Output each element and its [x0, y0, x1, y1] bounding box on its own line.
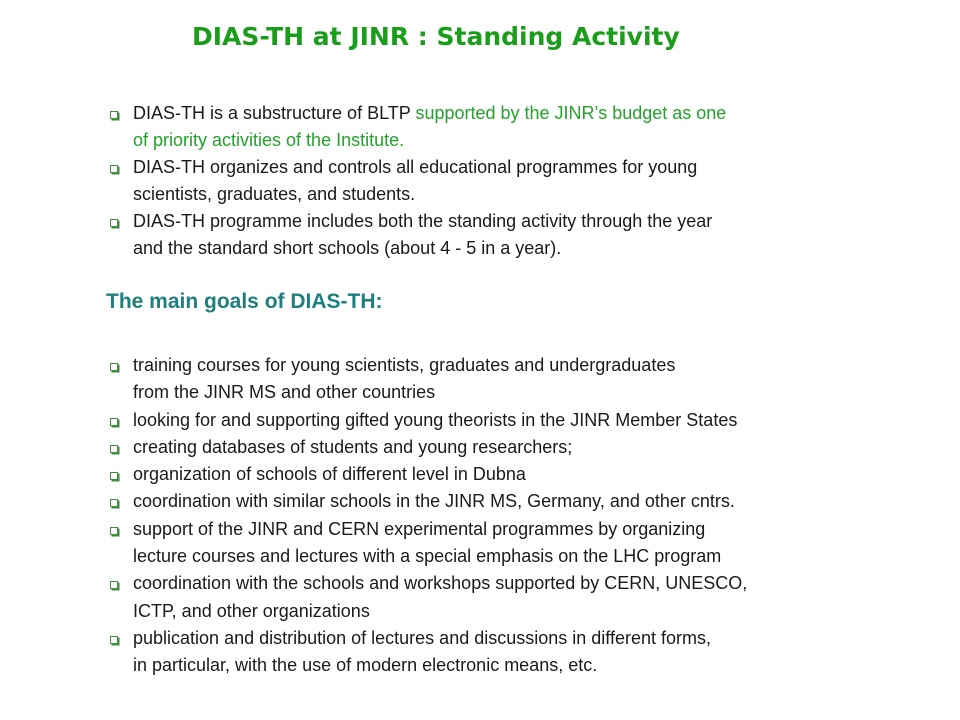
intro-item-text: DIAS-TH is a substructure of BLTP	[133, 103, 416, 123]
square-bullet-icon	[110, 219, 118, 227]
goal-item-text: training courses for young scientists, graduates and undergraduates	[133, 355, 676, 375]
square-bullet-icon	[110, 111, 118, 119]
square-bullet-icon	[110, 445, 118, 453]
goal-item	[110, 352, 955, 407]
square-bullet-icon	[110, 363, 118, 371]
goal-item-text: coordination with the schools and workshops supported by CERN, UNESCO,	[133, 573, 748, 594]
goal-item	[110, 434, 955, 461]
goal-item	[110, 625, 955, 680]
square-bullet-icon	[110, 581, 118, 589]
intro-list	[110, 100, 950, 262]
goals-list	[110, 352, 955, 680]
intro-item	[110, 154, 950, 208]
goal-item-text: organization of schools of different level in Dubna	[133, 464, 526, 485]
square-bullet-icon	[110, 418, 118, 426]
goal-item-text: looking for and supporting gifted young theorists in the JINR Member States	[133, 409, 738, 430]
goal-item-text: lecture courses and lectures with a special emphasis on the LHC program	[133, 546, 722, 567]
goals-section	[110, 352, 955, 680]
goal-item	[110, 488, 955, 515]
intro-section	[110, 100, 950, 262]
square-bullet-icon	[110, 527, 118, 535]
intro-item-text: DIAS-TH programme includes both the standing activity through the year	[133, 211, 713, 231]
goal-item-text: coordination with similar schools in the JINR MS, Germany, and other cntrs.	[133, 491, 735, 512]
square-bullet-icon	[110, 636, 118, 644]
goal-item-text: support of the JINR and CERN experimental programmes by organizing	[133, 518, 706, 539]
goal-item	[110, 407, 955, 434]
goal-item-text: creating databases of students and young researchers;	[133, 436, 573, 457]
intro-item-highlight: of priority activities of the Institute.	[133, 130, 405, 150]
intro-item-text: scientists, graduates, and students.	[133, 184, 416, 204]
square-bullet-icon	[110, 165, 118, 173]
intro-item-text: and the standard short schools (about 4 - 5 in a year).	[133, 238, 562, 258]
square-bullet-icon	[110, 472, 118, 480]
goal-item-text: publication and distribution of lectures and discussions in different forms,	[133, 627, 711, 648]
goal-item	[110, 461, 955, 488]
intro-item-highlight: supported by the JINR’s budget as one	[415, 103, 727, 123]
goal-item	[110, 570, 955, 625]
square-bullet-icon	[110, 499, 118, 507]
goal-item-text: ICTP, and other organizations	[133, 600, 370, 621]
goal-item-text: from the JINR MS and other countries	[133, 382, 436, 403]
intro-item	[110, 100, 950, 154]
slide-title: DIAS-TH at JINR : Standing Activity	[192, 22, 680, 51]
intro-item-line	[133, 100, 950, 127]
intro-item-text: DIAS-TH organizes and controls all educational programmes for young	[133, 157, 698, 177]
goals-heading: The main goals of DIAS-TH:	[106, 290, 383, 313]
intro-item	[110, 208, 950, 262]
goal-item	[110, 516, 955, 571]
goal-item-text: in particular, with the use of modern electronic means, etc.	[133, 655, 598, 676]
